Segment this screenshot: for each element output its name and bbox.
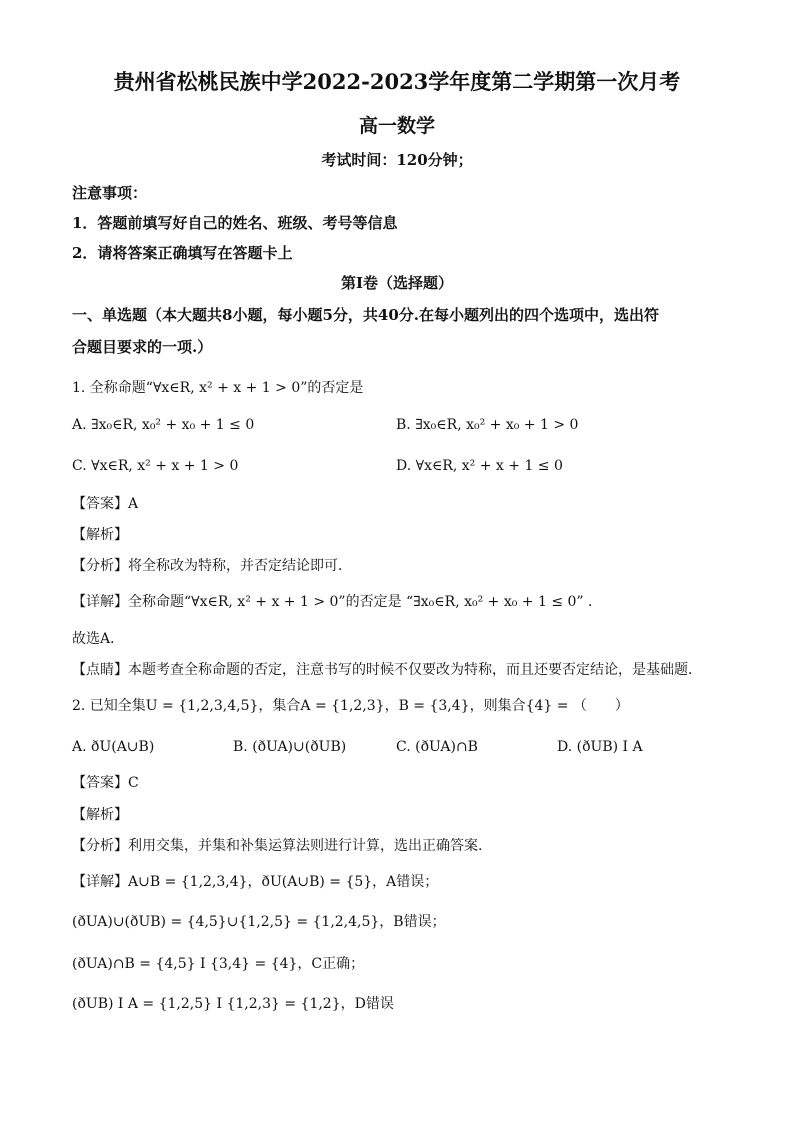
q2-line-d: (ðUB) I A = {1,2,5} I {1,2,3} = {1,2}，D错误 bbox=[72, 996, 394, 1012]
note-item: 2．请将答案正确填写在答题卡上 bbox=[72, 244, 293, 262]
q2-answer: 【答案】C bbox=[72, 775, 139, 791]
q1-option-a: A. ∃x₀∈R, x₀² + x₀ + 1 ≤ 0 bbox=[72, 417, 255, 433]
q1-dianjing: 【点睛】本题考查全称命题的否定，注意书写的时候不仅要改为特称，而且还要否定结论，是基础题． bbox=[72, 662, 702, 678]
q1-option-b: B. ∃x₀∈R, x₀² + x₀ + 1 > 0 bbox=[396, 417, 579, 433]
q1-analysis-label: 【解析】 bbox=[72, 527, 128, 543]
q1-option-c: C. ∀x∈R, x² + x + 1 > 0 bbox=[72, 458, 239, 474]
note-item: 1．答题前填写好自己的姓名、班级、考号等信息 bbox=[72, 214, 398, 232]
q2-line-b: (ðUA)∪(ðUB) = {4,5}∪{1,2,5} = {1,2,4,5}，B错误； bbox=[72, 914, 446, 930]
question-1-stem: 1. 全称命题“∀x∈R, x² + x + 1 > 0”的否定是 bbox=[72, 380, 364, 396]
q2-fenxi: 【分析】利用交集，并集和补集运算法则进行计算，选出正确答案. bbox=[72, 838, 483, 854]
q2-xiangjie: 【详解】A∪B = {1,2,3,4}，ðU(A∪B) = {5}，A错误； bbox=[72, 874, 439, 890]
section-heading: 一、单选题（本大题共8小题，每小题5分，共40分.在每小题列出的四个选项中，选出符 bbox=[72, 306, 659, 324]
q2-option-a: A. ðU(A∪B) bbox=[72, 739, 155, 755]
q2-option-d: D. (ðUB) I A bbox=[557, 739, 643, 755]
volume-title: 第I卷（选择题） bbox=[340, 274, 454, 292]
exam-time: 考试时间：120分钟； bbox=[321, 151, 473, 169]
page-subtitle: 高一数学 bbox=[358, 115, 435, 137]
q2-option-b: B. (ðUA)∪(ðUB) bbox=[233, 739, 347, 755]
q1-xiangjie: 【详解】全称命题“∀x∈R, x² + x + 1 > 0”的否定是 “∃x₀∈R, x₀² + x₀ + 1 ≤ 0” ． bbox=[72, 594, 603, 610]
q1-fenxi: 【分析】将全称改为特称，并否定结论即可． bbox=[72, 558, 352, 574]
q1-option-d: D. ∀x∈R, x² + x + 1 ≤ 0 bbox=[396, 458, 563, 474]
notes-heading: 注意事项： bbox=[72, 184, 148, 202]
section-heading-continued: 合题目要求的一项.） bbox=[72, 338, 213, 356]
question-2-stem: 2. 已知全集U = {1,2,3,4,5}，集合A = {1,2,3}，B = {3,4}，则集合{4} = （ ） bbox=[72, 698, 629, 714]
q1-choose: 故选A． bbox=[72, 631, 125, 647]
q2-option-c: C. (ðUA)∩B bbox=[396, 739, 478, 755]
page-title: 贵州省松桃民族中学2022-2023学年度第二学期第一次月考 bbox=[113, 69, 681, 94]
q2-analysis-label: 【解析】 bbox=[72, 807, 128, 823]
q2-line-c: (ðUA)∩B = {4,5} I {3,4} = {4}，C正确； bbox=[72, 956, 365, 972]
q1-answer: 【答案】A bbox=[72, 496, 139, 512]
